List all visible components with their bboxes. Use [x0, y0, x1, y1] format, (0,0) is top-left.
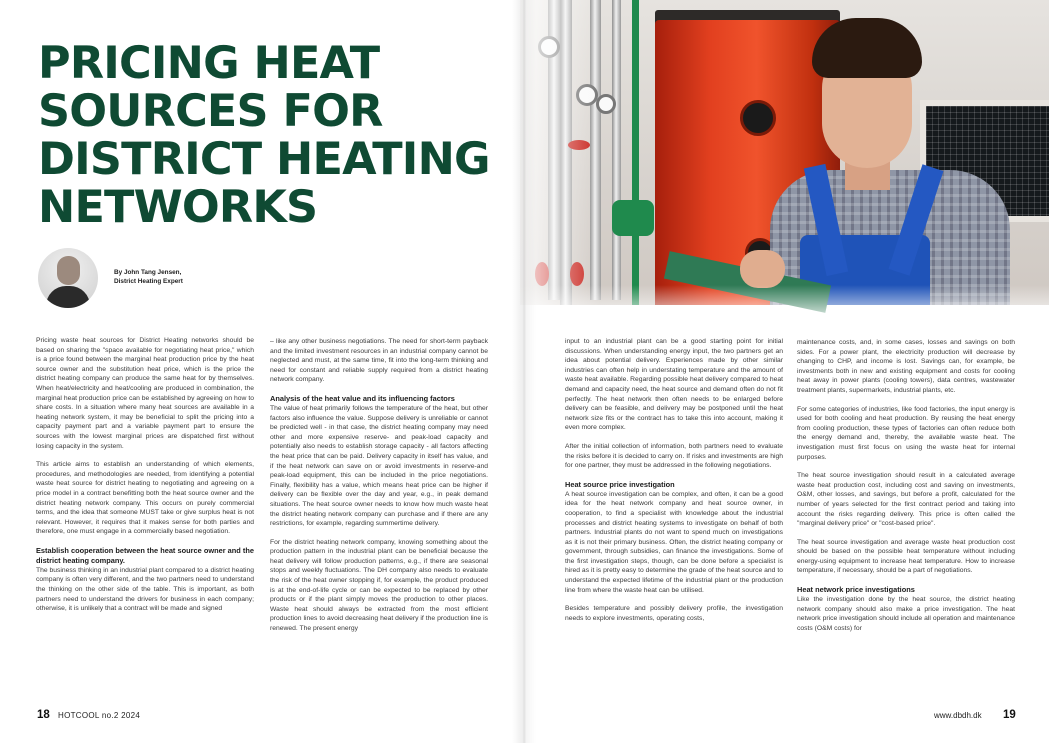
website-link[interactable]: www.dbdh.dk: [934, 711, 982, 720]
section-heading: Establish cooperation between the heat source owner and the district heating company.: [36, 545, 254, 565]
body-paragraph: maintenance costs, and, in some cases, losses and savings on both sides. For a power plant, the electricity production will decrease by changing to CHP, and income is lost. Savings can, for example, be investments both in new and existing equipment and costs for cooling heat away in power plants (cooling towers), data centres, wastewater treatment plants, supermarkets, industrial plants, etc.: [797, 339, 1015, 394]
text-column-4: [797, 338, 1015, 642]
body-paragraph: For the district heating network company, knowing something about the production pattern in the industrial plant can be beneficial because the heat delivery will follow production patterns, e.g., if there are seasonal stops and weekly fluctuations. The DH company also needs to evaluate the risk of the heat owner stopping if, for example, the product produced is at the end-of-life cycle or can be expected to be replaced by other products or if the plant simply moves the production to other places. Waste heat should always be extracted from the most efficient production lines to avoid decreasing heat delivery if the production line is renewed. The present energy: [270, 538, 488, 633]
body-paragraph: – like any other business negotiations. The need for short-term payback and the limited investment resources in an industrial company cannot be neglected and must, at the same time, fit into the long-term thinking and need for constant and reliable supply required from a district heating network company.: [270, 338, 488, 384]
body-paragraph: For some categories of industries, like food factories, the input energy is used for both cooling and heat production. By reusing the heat energy from cooling production, these types of factories can often reduce both the energy demand and, thereby, the available waste heat. The investigation must first focus on using the waste heat for internal purposes.: [797, 405, 1015, 461]
magazine-issue: HOTCOOL no.2 2024: [58, 711, 141, 720]
section-heading: Heat source price investigation: [565, 479, 675, 489]
photo-bottom-fade: [520, 285, 1049, 325]
photo-left-fade: [490, 0, 600, 305]
text-column-2: [270, 337, 488, 643]
body-paragraph: The business thinking in an industrial plant compared to a district heating company is often very different, and the two partners need to understand the thinking on the other side of the table. This is important, as both partners need to understand the drivers for business in each company; otherwise, it is unlikely that a contract will be made and signed: [36, 566, 254, 613]
author-role: District Heating Expert: [114, 278, 183, 285]
body-paragraph: Besides temperature and possibly delivery profile, the investigation needs to explore investments, operating costs,: [565, 605, 783, 622]
body-paragraph: A heat source investigation can be complex, and often, it can be a good idea for the heat network company and heat source owner, in cooperation, to find a specialist with knowledge about the industrial processes and district heating systems to investigate on behalf of both partners. Industrial plants do not want to spend much on investigations as it is not their primary business. Often, the district heating company or government, through subsidies, can finance the investigations. Some of the first investigation steps, though, can be done before a specialist is hired as it is pretty easy to determine the grade of the heat source and to understand the expected lifetime of the industrial plant or the production line from where the waste heat can be utilised.: [565, 490, 783, 594]
left-page-number: 18: [37, 709, 50, 721]
author-byline: [114, 268, 183, 286]
body-paragraph: The value of heat primarily follows the temperature of the heat, but other factors also influence the value. Suppose delivery is unreliable or cannot be predicted well - in that case, the district heating company may need other and more expensive reserve- and peak-load capacity and potentially also needs to establish storage capacity - all factors affecting the heat price that can be paid. Delivery capacity in itself has value, and if the heat network can save on or avoid investments in reserve-and peak-load equipment, this can be included in the price negotiations. Finally, flexibility has a value, which means heat price can be higher if delivery can be flexible over the day and year, e.g., in peak demand situations. The heat source owner needs to know how much waste heat the district heating network company can purchase and if there are any restrictions, for example, regarding summertime delivery.: [270, 404, 488, 528]
section-heading: Heat network price investigations: [797, 585, 915, 595]
body-paragraph: This article aims to establish an understanding of which elements, procedures, and methodologies are needed, from identifying a potential waste heat source for district heating to negotiating and agreeing on a price model in a contract benefitting both the heat source owner and the district heating network company. This occurs on purely commercial terms, and the idea that someone MUST take or give surplus heat is not relevant. However, it requires that it makes sense for both parties and therefore, one must engage in a commercially based negotiation.: [36, 461, 254, 536]
article-title: PRICING HEAT SOURCES FOR DISTRICT HEATING NETWORKS: [38, 38, 490, 233]
author-name: By John Tang Jensen,: [114, 269, 182, 276]
section-heading: Analysis of the heat value and its influencing factors: [270, 393, 455, 403]
body-paragraph: After the initial collection of information, both partners need to evaluate the risks before it is decided to carry on. If risks and investments are high for one partner, they must be addressed in the following negotiations.: [565, 442, 783, 470]
page-gutter: [512, 0, 536, 743]
right-page-number: 19: [1003, 709, 1016, 721]
author-avatar: [38, 248, 98, 308]
body-paragraph: Like the investigation done by the heat source, the district heating network company should also make a price investigation. The heat network price investigation should include all operation and maintenance costs (O&M costs) for: [797, 596, 1015, 632]
text-column-1: [36, 336, 254, 623]
body-paragraph: The heat source investigation and average waste heat production cost should be based on the possible heat temperature without including energy-using equipment to increase heat temperature. How to increase temperature, if necessary, should be a part of negotiations.: [797, 538, 1015, 575]
body-paragraph: The heat source investigation should result in a calculated average waste heat production cost, including cost and saving on investments, O&M, other losses, and savings, but before a profit, calculated for the number of years selected for the first contract period and taking into account the risks regarding delivery. This price is often called the "marginal delivery price" or "cost-based price".: [797, 472, 1015, 528]
text-column-3: [565, 337, 783, 632]
body-paragraph: Pricing waste heat sources for District Heating networks should be based on sharing the "space available for negotiating heat price," which is a price found between the marginal heat production price by the heat source owner and the substitution heat price, which is the price the district heating company can produce the same heat for by themselves. When heat/electricity and heat/cooling are produced in combination, the marginal heat production price can be established by agreeing on how to share costs. In a situation where many heat sources are available in a heating network system, it may be beneficial to split the pricing into a capacity payment part and a variable payment part to ensure the sources with the lowest marginal prices are dispatched first without losing capacity in the system.: [36, 337, 254, 450]
body-paragraph: input to an industrial plant can be a good starting point for initial discussions. When understanding energy input, the two partners get an idea about potential delivery. Experiences made by other similar industries can often help in understating temperature and the amount of waste heat available. Regarding possible heat delivery compared to heat demand and capacity need, the heat source and demand often do not fit perfectly. The heat network then often needs to be enlarged before delivery can be feasible, and delivery may be postponed until the heat network size fits or the contract has to take this into account, making it even more complex.: [565, 338, 783, 432]
